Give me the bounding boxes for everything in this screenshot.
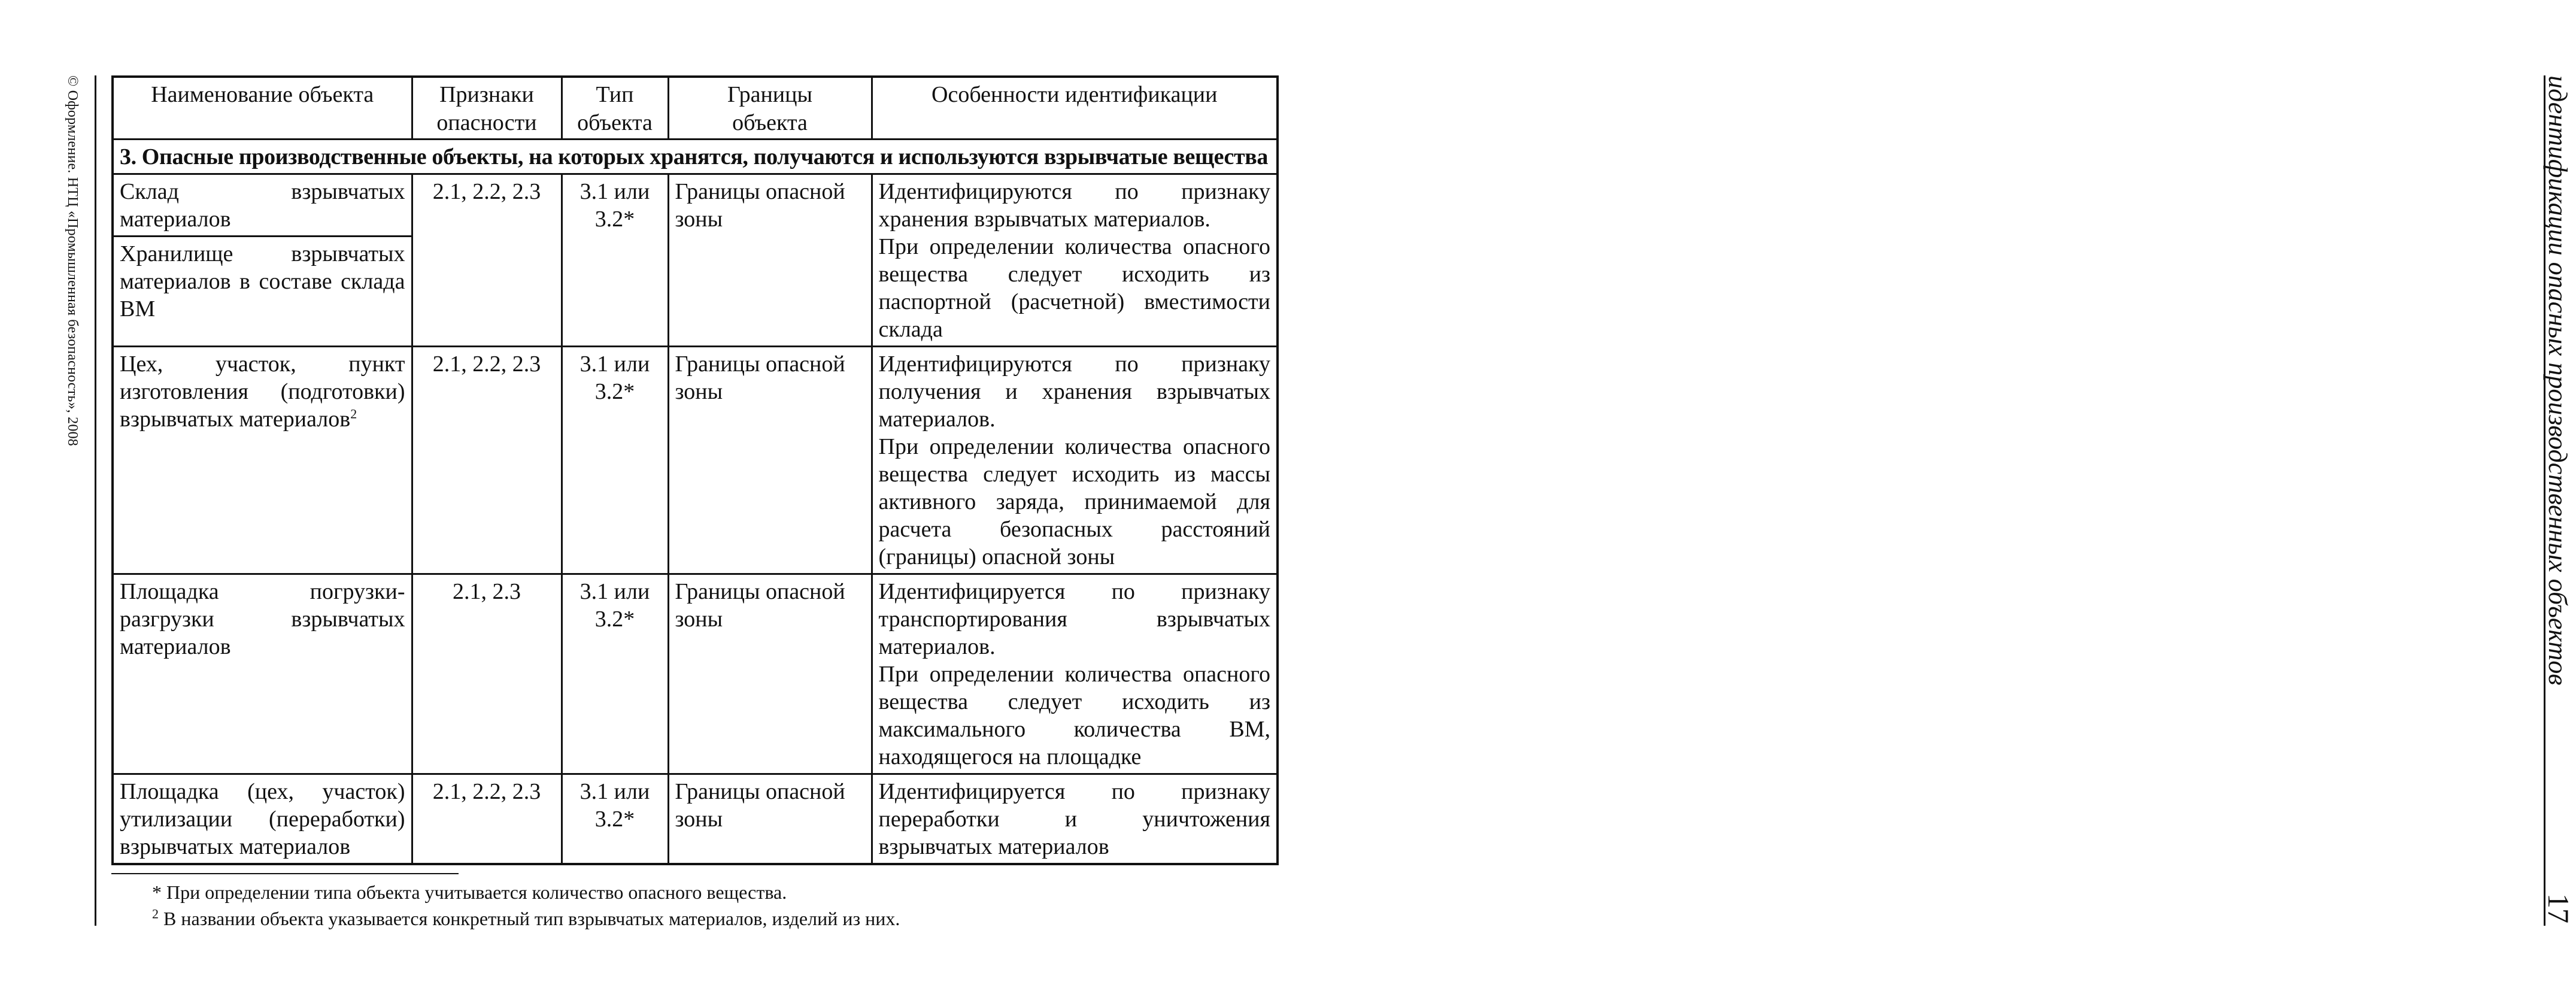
object-type-cell: 3.1 или 3.2*	[562, 174, 668, 347]
footnote-number: 2	[152, 906, 159, 922]
header-signs: Признаки опасности	[412, 77, 562, 140]
footnote-rule	[111, 873, 459, 874]
right-margin	[1266, 0, 2575, 991]
object-bounds-cell: Границы опасной зоны	[668, 174, 872, 347]
hazard-objects-table	[111, 75, 1279, 865]
object-type-cell: 3.1 или 3.2*	[562, 347, 668, 574]
header-type: Тип объекта	[562, 77, 668, 140]
left-margin	[0, 0, 102, 991]
section-row	[113, 140, 1278, 174]
table-container	[111, 75, 1276, 865]
running-title: идентификации опасных производственных объектов	[2543, 75, 2572, 686]
identification-features-cell: Идентифицируются по признаку получения и хранения взрывчатых материалов. При определении количества опасного вещества следует исходить из массы активного заряда, принимаемой для расчета безопасных расстояний (границы) опасной зоны	[872, 347, 1278, 574]
object-name-part: Склад взрывчатых материалов	[114, 175, 411, 237]
object-name-cell: Площадка (цех, участок) утилизации (переработки) взрывчатых материалов	[113, 774, 412, 865]
object-type-cell: 3.1 или 3.2*	[562, 774, 668, 865]
copyright-credit: © Оформление. НТЦ «Промышленная безопасность», 2008	[65, 75, 80, 446]
object-name-cell	[113, 174, 412, 347]
header-features: Особенности идентификации	[872, 77, 1278, 140]
object-bounds-cell: Границы опасной зоны	[668, 347, 872, 574]
table-row	[113, 574, 1278, 774]
footnote-two: $^2$ В названии объекта указывается конкретный тип взрывчатых материалов, изделий из них.	[152, 906, 900, 929]
hazard-signs-cell: 2.1, 2.2, 2.3	[412, 174, 562, 347]
page-number: 17	[2542, 893, 2575, 923]
hazard-signs-cell: 2.1, 2.2, 2.3	[412, 774, 562, 865]
object-bounds-cell: Границы опасной зоны	[668, 774, 872, 865]
table-row	[113, 174, 1278, 347]
header-name: Наименование объекта	[113, 77, 412, 140]
object-name-cell: Площадка погрузки-разгрузки взрывчатых материалов	[113, 574, 412, 774]
object-type-cell: 3.1 или 3.2*	[562, 574, 668, 774]
identification-features-cell: Идентифицируется по признаку переработки и уничтожения взрывчатых материалов	[872, 774, 1278, 865]
footnote-asterisk: * При определении типа объекта учитывается количество опасного вещества.	[152, 881, 787, 903]
hazard-signs-cell: 2.1, 2.3	[412, 574, 562, 774]
table-row	[113, 774, 1278, 865]
header-bounds: Границы объекта	[668, 77, 872, 140]
table-row	[113, 347, 1278, 574]
hazard-signs-cell: 2.1, 2.2, 2.3	[412, 347, 562, 574]
footnote-marker: 2	[350, 406, 357, 422]
left-margin-rule	[95, 75, 96, 926]
footnotes	[111, 873, 1276, 932]
object-name-cell: Цех, участок, пункт изготовления (подготовки) взрывчатых материалов$^2$	[113, 347, 412, 574]
table-header-row	[113, 77, 1278, 140]
object-bounds-cell: Границы опасной зоны	[668, 574, 872, 774]
section-title: 3. Опасные производственные объекты, на которых хранятся, получаются и используются взрывчатые вещества	[113, 140, 1278, 174]
identification-features-cell: Идентифицируется по признаку транспортирования взрывчатых материалов. При определении количества опасного вещества следует исходить из максимального количества ВМ, находящегося на площадке	[872, 574, 1278, 774]
object-name-part: Хранилище взрывчатых материалов в составе склада ВМ	[120, 241, 405, 322]
identification-features-cell: Идентифицируются по признаку хранения взрывчатых материалов. При определении количества опасного вещества следует исходить из паспортной (расчетной) вместимости склада	[872, 174, 1278, 347]
